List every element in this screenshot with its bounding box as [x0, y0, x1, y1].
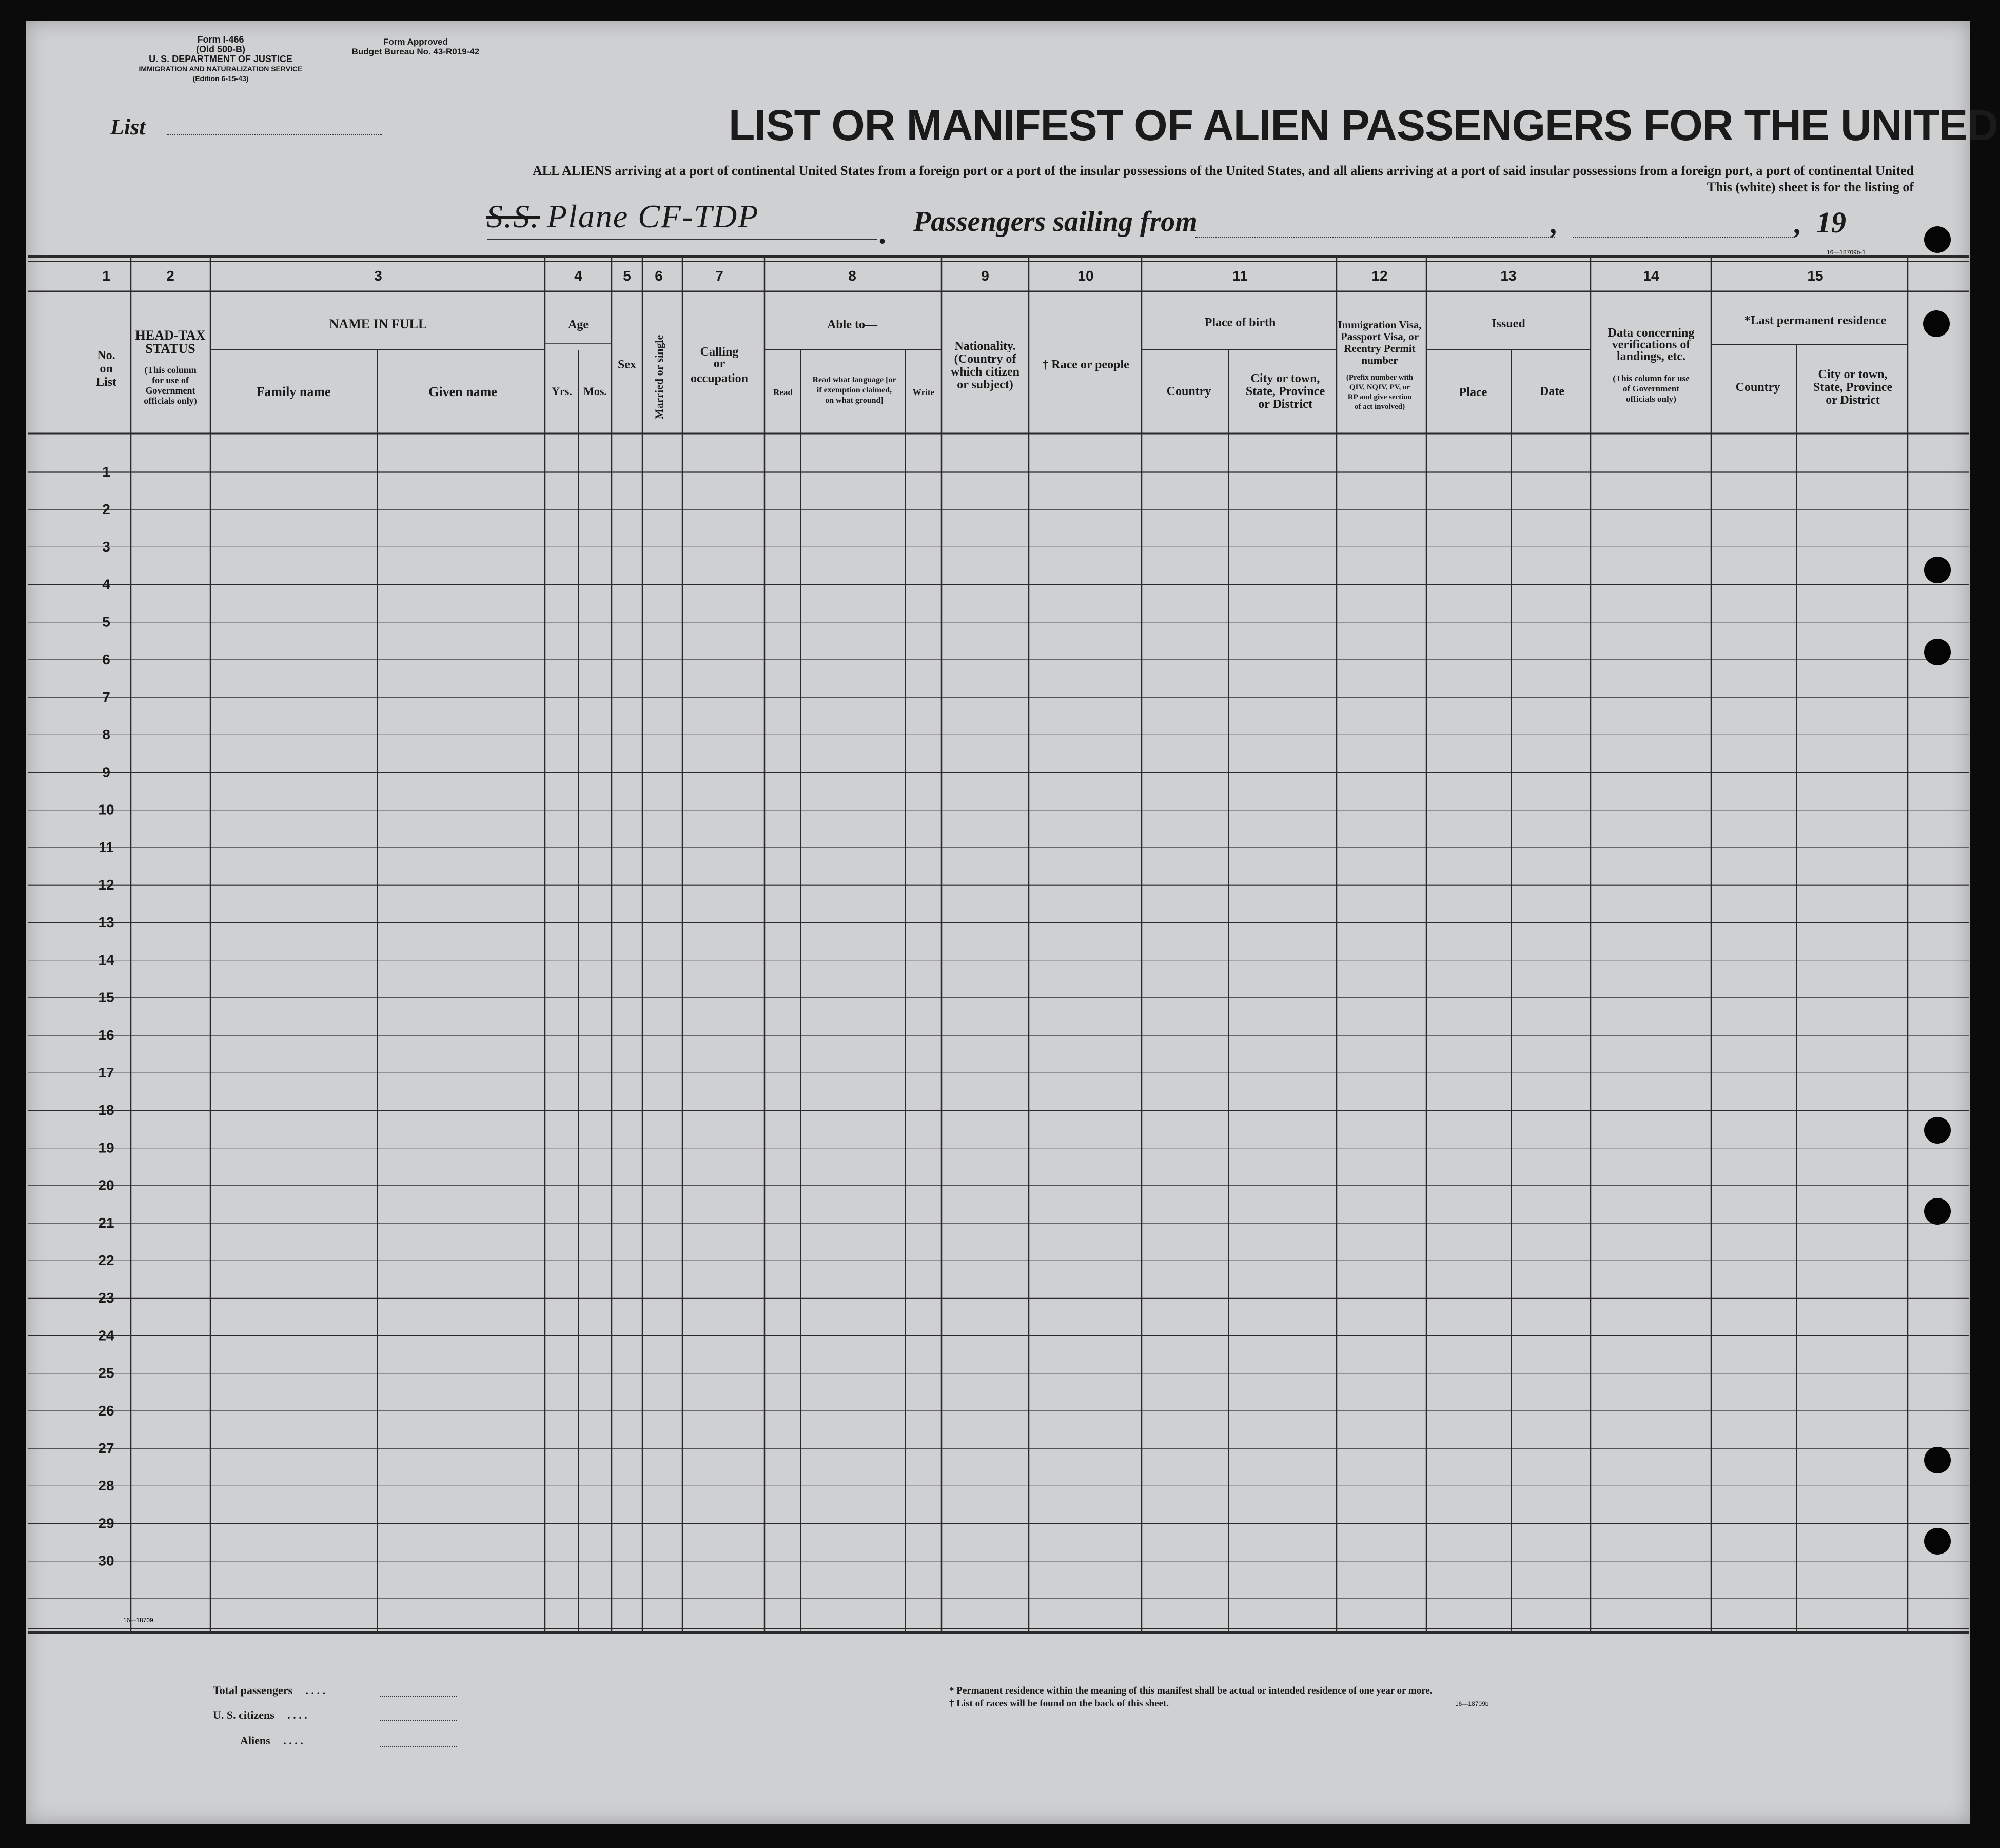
colnum-4: 4	[574, 268, 582, 284]
row-number: 15	[98, 989, 114, 1006]
row-number: 23	[98, 1290, 114, 1306]
handwritten-vessel: Plane CF-TDP	[547, 198, 759, 234]
us-citizens-dots: . . . .	[287, 1708, 307, 1721]
sailing-from-label: Passengers sailing from	[913, 206, 1198, 238]
data-note-1: (This column for use	[1613, 373, 1690, 383]
head-tax-note-3: Government	[145, 385, 195, 396]
visa-note-3: RP and give section	[1347, 393, 1412, 401]
residence-country-label: Country	[1735, 381, 1780, 394]
colnum-6: 6	[655, 268, 663, 284]
write-label: Write	[912, 387, 935, 397]
serial-bottom: 16—18709	[123, 1617, 153, 1624]
form-edition: (Edition 6-15-43)	[192, 74, 249, 83]
row-number: 26	[98, 1402, 114, 1419]
married-single-label: Married or single	[653, 335, 665, 420]
colnum-2: 2	[166, 268, 174, 284]
given-name-label: Given name	[428, 384, 497, 399]
us-citizens-field[interactable]	[380, 1720, 457, 1721]
row-number: 11	[99, 839, 114, 855]
form-number: Form I-466	[197, 34, 244, 45]
family-name-label: Family name	[256, 384, 331, 399]
status-label: STATUS	[145, 341, 195, 356]
data-note-3: officials only)	[1626, 394, 1676, 404]
issued-place-label: Place	[1459, 386, 1487, 399]
mos-label: Mos.	[583, 385, 607, 398]
residence-city-2: State, Province	[1813, 381, 1893, 394]
visa-note-4: of act involved)	[1354, 403, 1405, 411]
form-old-number: (Old 500-B)	[195, 44, 245, 54]
nationality-label-3: which citizen	[951, 365, 1019, 379]
issued-date-label: Date	[1540, 385, 1564, 398]
age-label: Age	[568, 318, 589, 331]
issued-label: Issued	[1492, 317, 1525, 330]
visa-label-1: Immigration Visa,	[1338, 319, 1422, 331]
aliens-label: Aliens	[240, 1734, 270, 1747]
race-label: † Race or people	[1042, 358, 1129, 371]
total-passengers-field[interactable]	[380, 1696, 457, 1697]
residence-city-1: City or town,	[1818, 368, 1888, 381]
row-number: 4	[102, 576, 110, 593]
row-number: 30	[98, 1552, 114, 1569]
list-label: List	[110, 114, 146, 140]
visa-label-3: Reentry Permit	[1344, 342, 1416, 355]
binder-hole	[1924, 1198, 1951, 1225]
row-number: 6	[102, 651, 110, 667]
row-number: 5	[102, 614, 110, 630]
instructions-line-2: This (white) sheet is for the listing of	[1707, 180, 1914, 194]
row-number: 7	[102, 689, 110, 705]
birth-city-1: City or town,	[1250, 372, 1320, 385]
colnum-12: 12	[1371, 268, 1388, 284]
colnum-13: 13	[1500, 268, 1517, 284]
row-number: 18	[98, 1102, 114, 1118]
us-citizens-label: U. S. citizens	[213, 1708, 274, 1721]
year-prefix: 19	[1816, 206, 1846, 239]
nationality-label-2: (Country of	[954, 352, 1016, 366]
data-concerning-1: Data concerning	[1607, 326, 1695, 340]
binder-hole	[1924, 1528, 1951, 1555]
row-number: 1	[102, 463, 110, 480]
sex-label: Sex	[618, 358, 636, 371]
row-number: 29	[98, 1515, 114, 1531]
instructions-line-1: ALL ALIENS arriving at a port of continental United States from a foreign port or a port of the insular possessions of the United States, and all aliens arriving at a port of said insular possessions from a foreign port, a port of continental United	[532, 163, 1914, 178]
binder-hole	[1924, 639, 1951, 665]
row-number: 28	[98, 1478, 114, 1494]
row-number: 3	[102, 539, 110, 555]
head-tax-note-2: for use of	[152, 375, 189, 385]
read-what-1: Read what language [or	[812, 376, 896, 384]
visa-label-2: Passport Visa, or	[1340, 330, 1419, 343]
colnum-9: 9	[981, 268, 989, 284]
binder-hole	[1924, 1117, 1951, 1144]
row-number: 12	[98, 877, 114, 893]
row-number: 10	[98, 801, 114, 818]
place-of-birth-label: Place of birth	[1204, 316, 1276, 329]
approved-text: Form Approved	[383, 37, 448, 47]
colnum-14: 14	[1643, 268, 1659, 284]
nationality-label-4: or subject)	[957, 378, 1013, 391]
calling-label: Calling	[700, 345, 739, 359]
no-label: No.	[97, 349, 115, 362]
birth-city-3: or District	[1258, 398, 1312, 411]
data-note-2: of Government	[1622, 384, 1680, 394]
row-number: 19	[98, 1139, 114, 1156]
row-number: 14	[98, 952, 114, 968]
colnum-7: 7	[715, 268, 723, 284]
table-lines	[28, 257, 1969, 1633]
last-residence-label: *Last permanent residence	[1744, 314, 1887, 327]
birth-country-label: Country	[1166, 385, 1211, 398]
department-name: U. S. DEPARTMENT OF JUSTICE	[149, 54, 292, 64]
name-in-full-label: NAME IN FULL	[329, 317, 427, 331]
footnote-residence: * Permanent residence within the meaning of this manifest shall be actual or intended residence of one year or more.	[949, 1685, 1433, 1696]
comma-mark: ,	[1550, 208, 1557, 240]
head-tax-note-4: officials only)	[144, 396, 197, 406]
data-concerning-2: verifications of	[1612, 338, 1691, 351]
footnote-serial: 16—18709b	[1455, 1700, 1489, 1707]
serial-top: 16—18709b-1	[1827, 249, 1866, 256]
data-concerning-3: landings, etc.	[1616, 350, 1686, 363]
occupation-label: occupation	[690, 372, 749, 385]
visa-note-2: QIV, NQIV, PV, or	[1349, 383, 1410, 391]
us-citizens-row	[213, 1708, 307, 1722]
row-number: 20	[98, 1177, 114, 1193]
row-number: 2	[102, 501, 110, 517]
row-number: 13	[98, 914, 114, 931]
total-passengers-row	[213, 1684, 325, 1697]
aliens-row	[240, 1734, 303, 1747]
row-number: 22	[98, 1252, 114, 1268]
visa-note-1: (Prefix number with	[1346, 373, 1414, 382]
or-label: or	[713, 357, 726, 370]
row-number: 8	[102, 726, 110, 743]
aliens-field[interactable]	[380, 1746, 457, 1747]
birth-city-2: State, Province	[1245, 385, 1325, 398]
able-to-label: Able to—	[827, 318, 877, 331]
head-tax-note-1: (This column	[144, 365, 197, 375]
binder-hole	[1924, 1447, 1951, 1473]
visa-label-4: number	[1361, 354, 1398, 366]
colnum-11: 11	[1232, 268, 1248, 284]
read-what-3: on what ground]	[825, 396, 884, 405]
row-number: 25	[98, 1365, 114, 1381]
row-number: 16	[98, 1027, 114, 1043]
colnum-10: 10	[1077, 268, 1094, 284]
list-col-label: List	[95, 376, 117, 389]
comma-mark-2: ,	[1793, 208, 1800, 240]
binder-hole	[1924, 226, 1951, 253]
row-number: 27	[98, 1440, 114, 1456]
row-number: 21	[98, 1214, 114, 1231]
total-passengers-label: Total passengers	[213, 1684, 293, 1697]
binder-hole	[1923, 310, 1950, 337]
row-number: 9	[102, 764, 110, 780]
on-label: on	[100, 362, 113, 376]
aliens-dots: . . . .	[283, 1734, 303, 1747]
budget-bureau-number: Budget Bureau No. 43-R019-42	[351, 47, 480, 56]
row-numbers	[98, 464, 114, 1569]
footnote-races: † List of races will be found on the back of this sheet.	[949, 1698, 1169, 1709]
total-passengers-dots: . . . .	[305, 1684, 326, 1697]
service-name: IMMIGRATION AND NATURALIZATION SERVICE	[139, 65, 303, 73]
struck-ss-label: S.S.	[486, 198, 540, 234]
colnum-3: 3	[374, 268, 382, 284]
residence-city-3: or District	[1826, 394, 1880, 407]
read-what-2: if exemption claimed,	[816, 386, 892, 395]
row-number: 17	[98, 1065, 114, 1080]
yrs-label: Yrs.	[552, 385, 572, 398]
binder-hole	[1924, 557, 1951, 583]
head-tax-label: HEAD-TAX	[135, 328, 206, 343]
page-title: LIST OR MANIFEST OF ALIEN PASSENGERS FOR THE UNITED	[729, 101, 1998, 149]
colnum-8: 8	[848, 268, 856, 284]
nationality-label: Nationality.	[954, 340, 1016, 353]
table-header-text	[96, 268, 1892, 419]
period-mark: .	[878, 216, 886, 250]
colnum-5: 5	[623, 268, 631, 284]
row-number: 24	[98, 1327, 114, 1344]
colnum-1: 1	[102, 268, 110, 284]
read-label: Read	[773, 387, 793, 397]
colnum-15: 15	[1807, 268, 1823, 284]
